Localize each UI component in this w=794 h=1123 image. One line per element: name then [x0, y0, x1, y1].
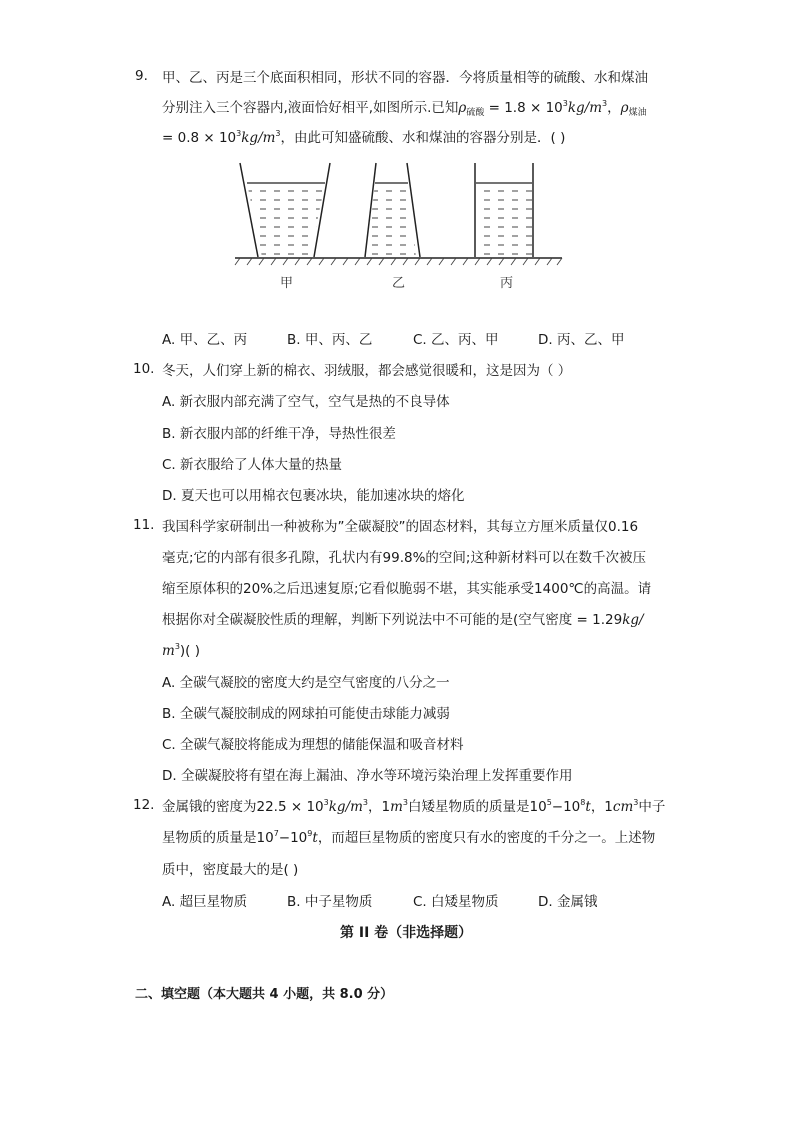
q9-number: 9.	[135, 68, 148, 84]
q9-line2-text: 分别注入三个容器内,液面恰好相平,如图所示.已知	[162, 100, 459, 116]
container-bing	[475, 163, 533, 257]
q11-option-c[interactable]: C. 全碳气凝胶将能成为理想的储能保温和吸音材料	[162, 737, 464, 753]
text: 中子	[638, 799, 666, 815]
exponent: 3	[633, 798, 639, 807]
exponent: 3	[275, 129, 281, 138]
text: −10	[278, 830, 308, 846]
exponent: 3	[362, 798, 368, 807]
rho-symbol: ρ	[620, 100, 629, 116]
exponent: 3	[562, 99, 568, 108]
q12-option-b[interactable]: B. 中子星物质	[287, 894, 373, 910]
q10-option-c[interactable]: C. 新衣服给了人体大量的热量	[162, 457, 343, 473]
exponent: 3	[174, 642, 180, 651]
unit: cm	[612, 799, 634, 815]
q11-line4-text: 根据你对全碳凝胶性质的理解，判断下列说法中不可能的是(空气密度 = 1.29	[162, 612, 623, 628]
rho-sub-kerosene: 煤油	[628, 108, 647, 118]
q11-option-b[interactable]: B. 全碳气凝胶制成的网球拍可能使击球能力减弱	[162, 706, 450, 722]
unit: kg/m	[241, 130, 276, 146]
exponent: 3	[236, 129, 242, 138]
container-yi	[365, 163, 420, 257]
q11-line1: 我国科学家研制出一种被称为”全碳凝胶”的固态材料，其每立方厘米质量仅0.16	[162, 519, 639, 535]
rho-symbol: ρ	[458, 100, 467, 116]
text: ，而超巨星物质的密度只有水的密度的千分之一。上述物	[317, 830, 656, 846]
ground-line	[235, 258, 562, 265]
q11-option-d[interactable]: D. 全碳凝胶将有望在海上漏油、净水等环境污染治理上发挥重要作用	[162, 768, 573, 784]
acid-density-value: = 1.8 × 10	[484, 100, 563, 116]
exponent: 5	[546, 798, 552, 807]
exponent: 3	[402, 798, 408, 807]
q11-option-a[interactable]: A. 全碳气凝胶的密度大约是空气密度的八分之一	[162, 675, 450, 691]
text: −10	[551, 799, 581, 815]
text: ，1	[368, 799, 391, 815]
section-title: 第 II 卷（非选择题）	[340, 925, 473, 941]
q9-line1: 甲、乙、丙是三个底面积相同，形状不同的容器．今将质量相等的硫酸、水和煤油	[162, 70, 648, 86]
q9-line3-text: ，由此可知盛硫酸、水和煤油的容器分别是．( )	[280, 130, 566, 146]
text: ，1	[590, 799, 613, 815]
unit: t	[312, 830, 318, 846]
fill-in-heading: 二、填空题（本大题共 4 小题，共 8.0 分）	[135, 987, 394, 1002]
q10-number: 10.	[133, 361, 155, 377]
q12-option-a[interactable]: A. 超巨星物质	[162, 894, 248, 910]
q10-option-b[interactable]: B. 新衣服内部的纤维干净，导热性很差	[162, 426, 396, 442]
q11-number: 11.	[133, 517, 155, 533]
text: 星物质的质量是10	[162, 830, 274, 846]
exponent: 3	[602, 99, 608, 108]
q9-option-c[interactable]: C. 乙、丙、甲	[413, 332, 499, 348]
container-jia	[240, 163, 330, 257]
q9-option-a[interactable]: A. 甲、乙、丙	[162, 332, 248, 348]
unit: kg/	[622, 612, 644, 628]
comma: ，	[607, 100, 621, 116]
unit: t	[585, 799, 591, 815]
kerosene-density-value: = 0.8 × 10	[162, 130, 237, 146]
q12-option-d[interactable]: D. 金属锇	[538, 894, 598, 910]
unit: kg/m	[328, 799, 363, 815]
exponent: 9	[307, 829, 313, 838]
exponent: 7	[273, 829, 279, 838]
q12-option-c[interactable]: C. 白矮星物质	[413, 894, 499, 910]
q12-line2	[162, 828, 655, 848]
q12-number: 12.	[133, 797, 155, 813]
containers-figure	[230, 160, 570, 270]
label-jia: 甲	[280, 276, 294, 291]
exponent: 3	[323, 798, 329, 807]
q11-line2: 毫克;它的内部有很多孔隙，孔状内有99.8%的空间;这种新材料可以在数千次被压	[162, 550, 646, 566]
q9-option-d[interactable]: D. 丙、乙、甲	[538, 332, 625, 348]
label-bing: 丙	[500, 276, 514, 291]
q10-option-d[interactable]: D. 夏天也可以用棉衣包裹冰块，能加速冰块的熔化	[162, 488, 465, 504]
text: 白矮星物质的质量是10	[408, 799, 547, 815]
q12-line3: 质中，密度最大的是( )	[162, 862, 299, 878]
q11-line4	[162, 610, 644, 630]
q9-line2	[162, 98, 647, 118]
q12-line1	[162, 797, 665, 817]
answer-bracket: )( )	[179, 643, 200, 659]
q11-line5	[162, 641, 200, 661]
rho-sub-acid: 硫酸	[466, 108, 485, 118]
exponent: 8	[580, 798, 586, 807]
q9-line3	[162, 128, 565, 148]
q10-stem: 冬天，人们穿上新的棉衣、羽绒服，都会感觉很暖和，这是因为（ ）	[162, 363, 572, 379]
unit: m	[162, 643, 175, 659]
q11-line3: 缩至原体积的20%之后迅速复原;它看似脆弱不堪，其实能承受1400℃的高温。请	[162, 581, 652, 597]
osmium-density: 金属锇的密度为22.5 × 10	[162, 799, 324, 815]
unit: kg/m	[567, 100, 603, 116]
unit: m	[390, 799, 403, 815]
q9-option-b[interactable]: B. 甲、丙、乙	[287, 332, 373, 348]
q10-option-a[interactable]: A. 新衣服内部充满了空气，空气是热的不良导体	[162, 394, 450, 410]
label-yi: 乙	[392, 276, 406, 291]
